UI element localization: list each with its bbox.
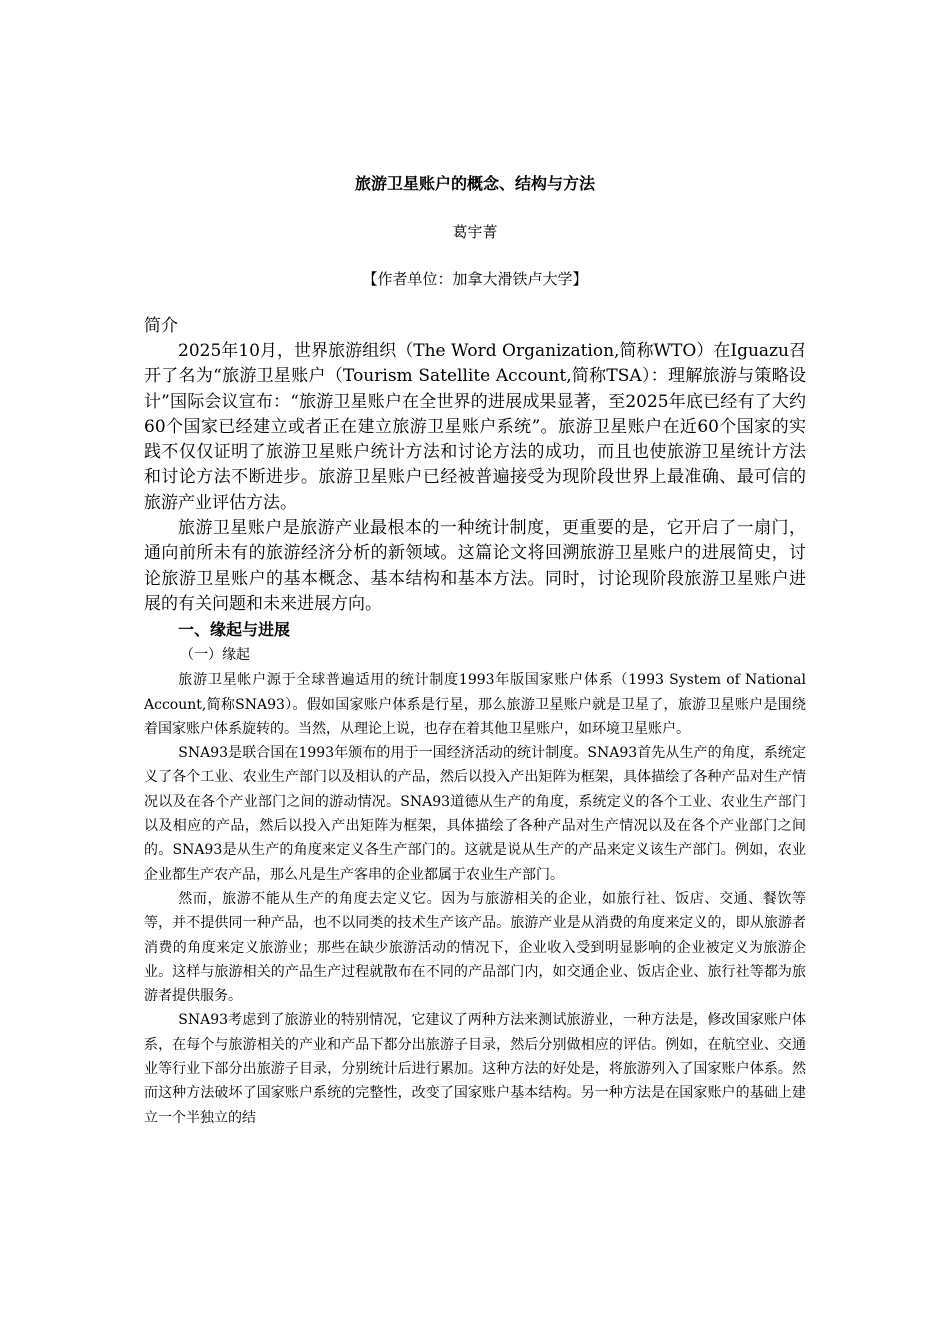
- body-paragraph: SNA93考虑到了旅游业的特别情况，它建议了两种方法来测试旅游业，一种方法是，修改国家账户体系，在每个与旅游相关的产业和产品下都分出旅游子目录，然后分别做相应的评估。例如，在航空业、交通业等行业下部分出旅游子目录，分别统计后进行累加。这种方法的好处是，将旅游列入了国家账户体系。然而这种方法破坏了国家账户系统的完整性，改变了国家账户基本结构。另一种方法是在国家账户的基础上建立一个半独立的结: [144, 1012, 806, 1126]
- subsection-heading: （一）缘起: [180, 647, 250, 664]
- document-title: 旅游卫星账户的概念、结构与方法: [354, 174, 595, 193]
- body-paragraph: 旅游卫星帐户源于全球普遍适用的统计制度1993年版国家账户体系（1993 System of National Account,简称SNA93）。假如国家账户体系是行星，那么旅游卫星账户就是卫星了，旅游卫星账户是围绕着国家账户体系旋转的。当然，从理论上说，也存在着其他卫星账户，如环境卫星账户。: [144, 672, 806, 737]
- author-affiliation: 【作者单位：加拿大滑铁卢大学】: [362, 270, 588, 288]
- intro-paragraph: 旅游卫星账户是旅游产业最根本的一种统计制度，更重要的是，它开启了一扇门，通向前所未有的旅游经济分析的新领域。这篇论文将回溯旅游卫星账户的进展简史，讨论旅游卫星账户的基本概念、基本结构和基本方法。同时，讨论现阶段旅游卫星账户进展的有关问题和未来进展方向。: [144, 518, 806, 614]
- section-heading: 一、缘起与进展: [178, 620, 291, 640]
- body-paragraph: SNA93是联合国在1993年颁布的用于一国经济活动的统计制度。SNA93首先从生产的角度，系统定义了各个工业、农业生产部门以及相认的产品，然后以投入产出矩阵为框架，具体描绘了各种产品对生产情况以及在各个产业部门之间的游动情况。SNA93道德从生产的角度，系统定义的各个工业、农业生产部门以及相应的产品，然后以投入产出矩阵为框架，具体描绘了各种产品对生产情况以及在各个产业部门之间的。SNA93是从生产的角度来定义各生产部门的。这就是说从生产的产品来定义该生产部门。例如，农业企业都生产农产品，那么凡是生产客串的企业都属于农业生产部门。: [144, 745, 806, 883]
- intro-paragraph: 2025年10月，世界旅游组织（The Word Organization,简称WTO）在Iguazu召开了名为“旅游卫星账户（Tourism Satellite Account,简称TSA）：理解旅游与策略设计”国际会议宣布：“旅游卫星账户在全世界的进展成果显著，至2025年底已经有了大约60个国家已经建立或者正在建立旅游卫星账户系统”。旅游卫星账户在近60个国家的实践不仅仅证明了旅游卫星账户统计方法和讨论方法的成功，而且也使旅游卫星统计方法和讨论方法不断进步。旅游卫星账户已经被普遍接受为现阶段世界上最准确、最可信的旅游产业评估方法。: [144, 341, 806, 513]
- author-name: 葛宇菁: [452, 223, 498, 241]
- intro-heading: 简介: [144, 316, 178, 336]
- body-paragraph: 然而，旅游不能从生产的角度去定义它。因为与旅游相关的企业，如旅行社、饭店、交通、餐饮等等，并不提供同一种产品，也不以同类的技术生产该产品。旅游产业是从消费的角度来定义的，即从旅游者消费的角度来定义旅游业；那些在缺少旅游活动的情况下，企业收入受到明显影响的企业被定义为旅游企业。这样与旅游相关的产品生产过程就散布在不同的产品部门内，如交通企业、饭店企业、旅行社等都为旅游者提供服务。: [144, 890, 806, 1005]
- document-body: [144, 314, 806, 1130]
